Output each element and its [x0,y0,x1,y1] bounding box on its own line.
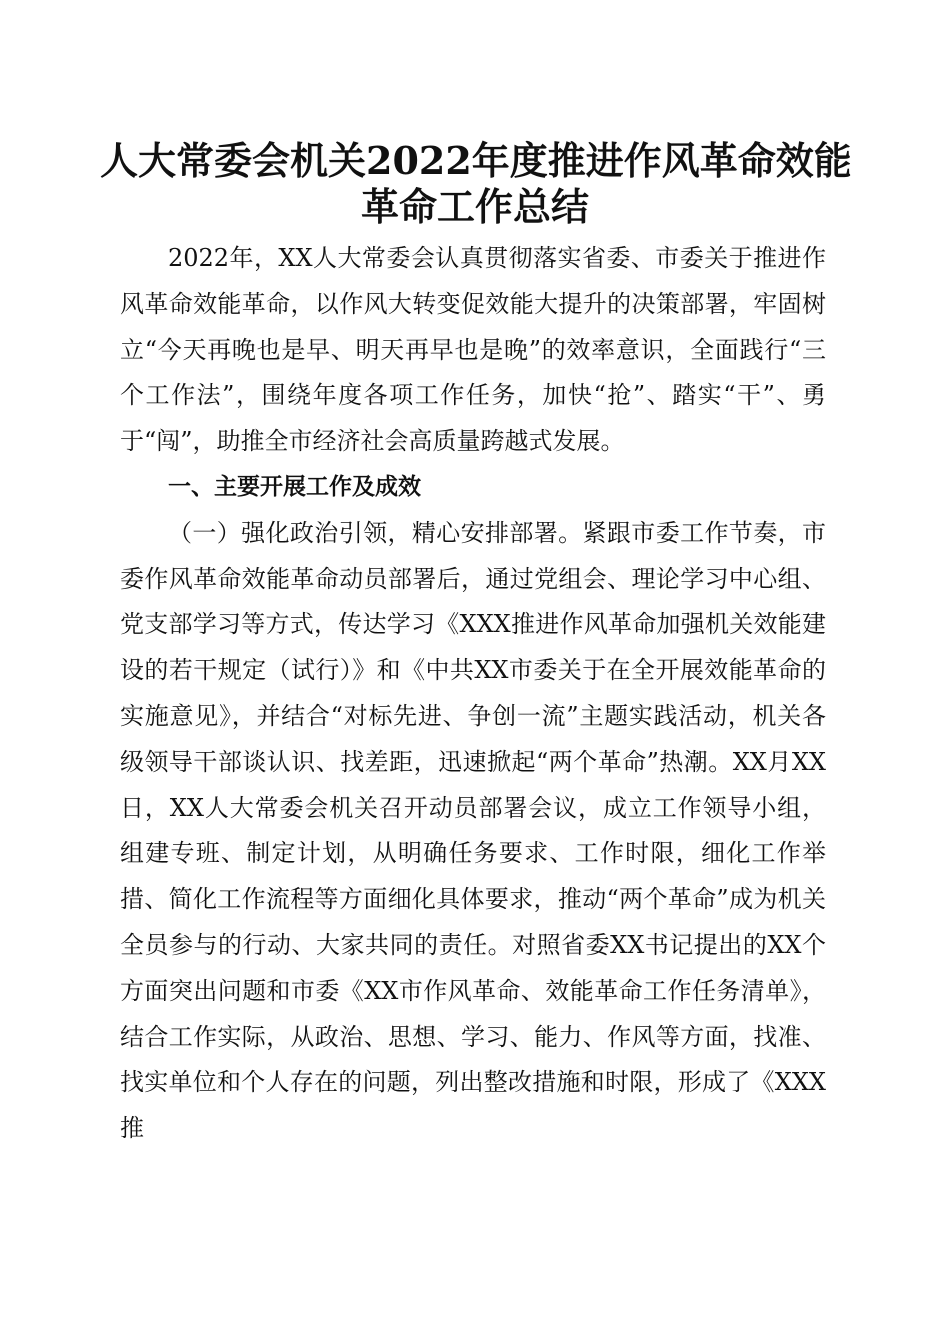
document-title-line-2: 革命工作总结 [360,184,589,229]
document-title-line-1: 人大常委会机关2022年度推进作风革命效能 [100,138,852,183]
document-body [120,236,826,1152]
section-1-paragraph-1: （一）强化政治引领，精心安排部署。紧跟市委工作节奏，市委作风革命效能革命动员部署后，通过党组会、理论学习中心组、党支部学习等方式，传达学习《XXX推进作风革命加强机关效能建设的若干规定（试行）》和《中共XX市委关于在全开展效能革命的实施意见》，并结合“对标先进、争创一流”主题实践活动，机关各级领导干部谈认识、找差距，迅速掀起“两个革命”热潮。XX月XX日，XX人大常委会机关召开动员部署会议，成立工作领导小组，组建专班、制定计划，从明确任务要求、工作时限，细化工作举措、简化工作流程等方面细化具体要求，推动“两个革命”成为机关全员参与的行动、大家共同的责任。对照省委XX书记提出的XX个方面突出问题和市委《XX市作风革命、效能革命工作任务清单》，结合工作实际，从政治、思想、学习、能力、作风等方面，找准、找实单位和个人存在的问题，列出整改措施和时限，形成了《XXX推 [120,518,826,1143]
section-heading-1: 一、主要开展工作及成效 [168,473,421,500]
intro-paragraph: 2022年，XX人大常委会认真贯彻落实省委、市委关于推进作风革命效能革命，以作风大转变促效能大提升的决策部署，牢固树立“今天再晚也是早、明天再早也是晚”的效率意识，全面践行“三个工作法”，围绕年度各项工作任务，加快“抢”、踏实“干”、勇于“闯”，助推全市经济社会高质量跨越式发展。 [120,244,826,456]
